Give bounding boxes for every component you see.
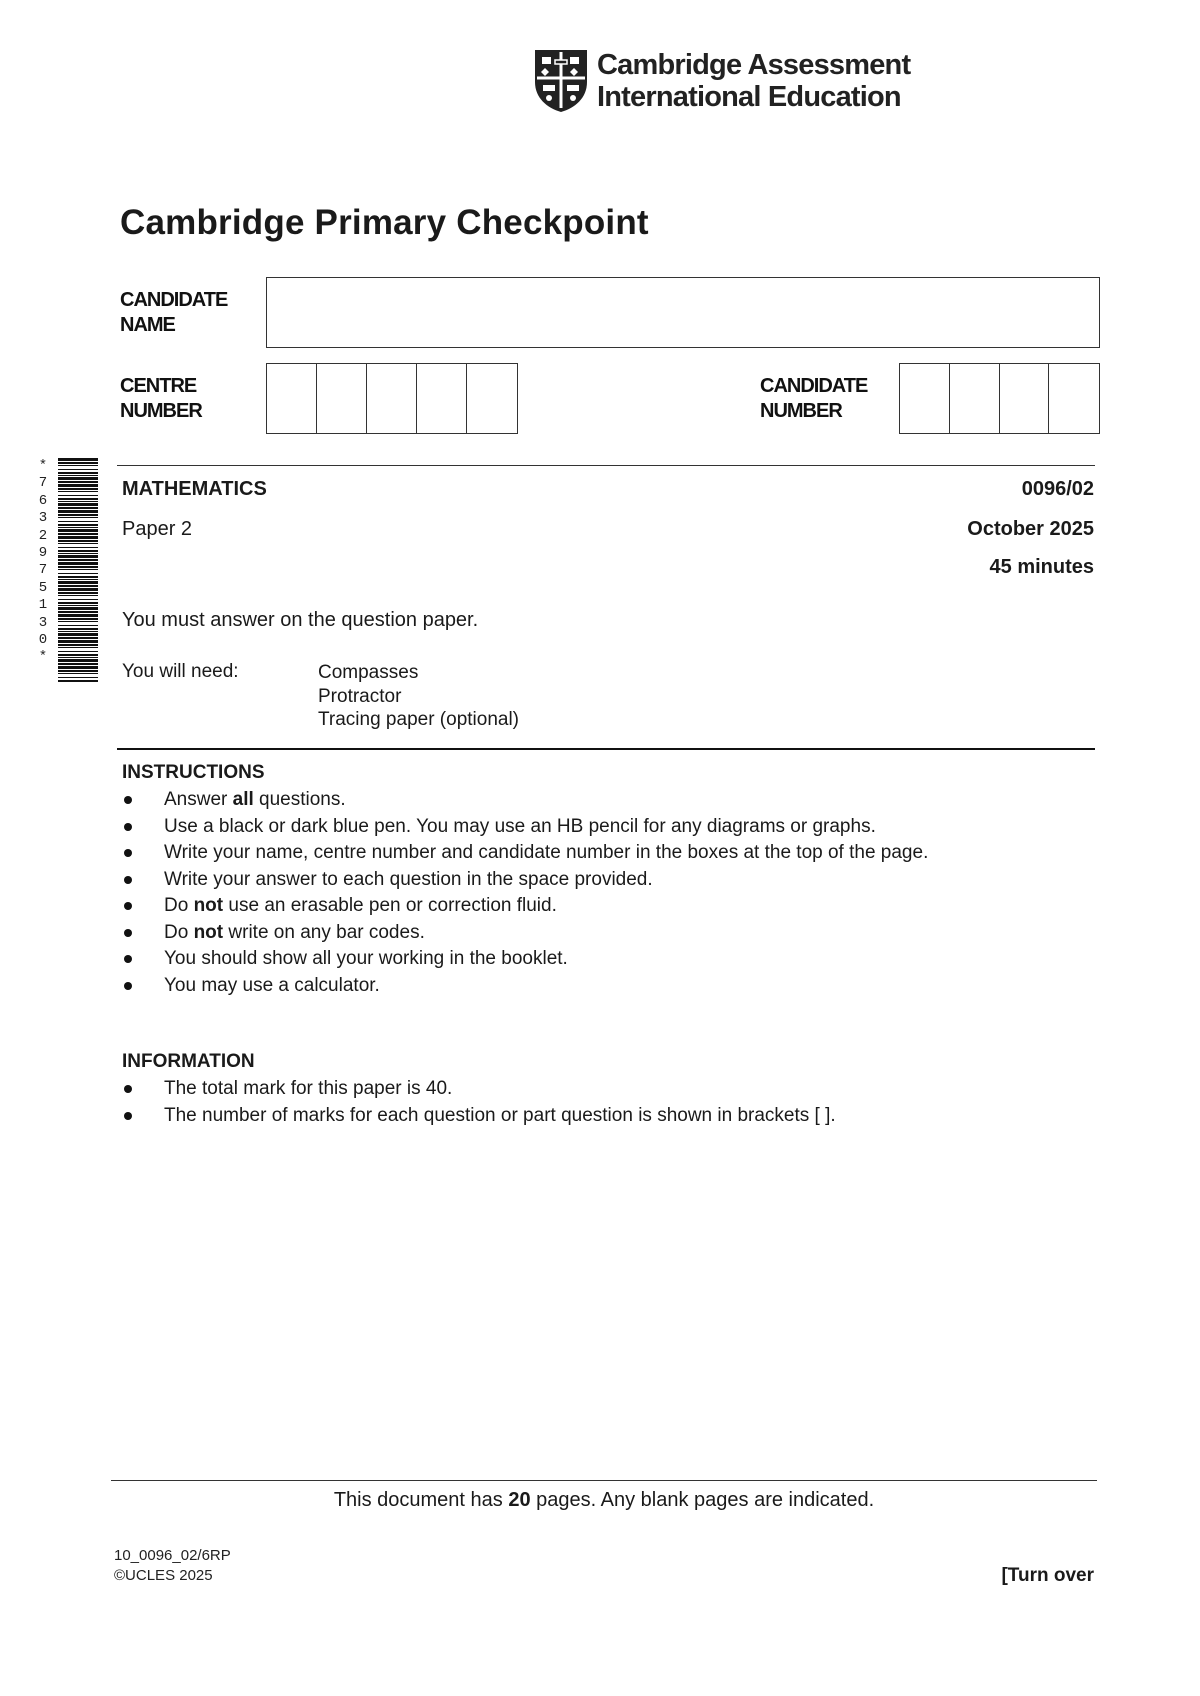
exam-session: October 2025: [967, 518, 1094, 540]
centre-number-cell[interactable]: [467, 364, 517, 433]
barcode-bar: [58, 566, 98, 568]
barcode-bar: [58, 527, 98, 528]
instructions-list: [122, 787, 1112, 999]
barcode-bar: [58, 599, 98, 600]
barcode-bar: [58, 553, 98, 554]
barcode-bar: [58, 495, 98, 496]
list-item: Do not use an erasable pen or correction fluid.: [122, 893, 1112, 920]
bullet-icon: [124, 1112, 132, 1120]
barcode-bar: [58, 510, 98, 513]
barcode-bar: [58, 569, 98, 570]
barcode-number: * 7 6 3 2 9 7 5 1 3 0 *: [38, 458, 48, 666]
barcode-bar: [58, 573, 98, 574]
candidate-number-cell[interactable]: [1000, 364, 1050, 433]
barcode-bar: [58, 576, 98, 578]
barcode-bar: [58, 517, 98, 518]
barcode-bar: [58, 602, 98, 604]
equipment-item: Protractor: [318, 685, 402, 707]
barcode-bar: [58, 524, 98, 526]
subject-name: MATHEMATICS: [122, 478, 267, 500]
barcode-bar: [58, 657, 98, 658]
centre-number-label: CENTRE NUMBER: [120, 375, 202, 422]
logo-line-2: International Education: [597, 81, 901, 113]
barcode-bar: [58, 588, 98, 591]
centre-number-cell[interactable]: [367, 364, 417, 433]
list-item: Write your name, centre number and candidate number in the boxes at the top of the page.: [122, 840, 1112, 867]
divider-middle: [117, 748, 1095, 750]
barcode-bar: [58, 514, 98, 516]
turn-over: [Turn over: [1001, 1565, 1094, 1586]
bullet-icon: [124, 982, 132, 990]
barcode-bar: [58, 633, 98, 636]
barcode-bar: [58, 529, 98, 532]
barcode-bar: [58, 625, 98, 626]
barcode-bar: [58, 533, 98, 535]
barcode-bar: [58, 654, 98, 656]
barcode-bar: [58, 469, 98, 470]
barcode-bar: [58, 647, 98, 648]
bullet-icon: [124, 1085, 132, 1093]
barcode-bar: [58, 555, 98, 558]
barcode-bar: [58, 562, 98, 565]
copyright: ©UCLES 2025: [114, 1567, 213, 1584]
barcode-bar: [58, 595, 98, 596]
centre-number-cell[interactable]: [317, 364, 367, 433]
candidate-name-label: CANDIDATE NAME: [120, 289, 228, 336]
you-will-need-label: You will need:: [122, 661, 239, 682]
barcode-bar: [58, 631, 98, 632]
barcode-bar: [58, 611, 98, 613]
barcode-bar: [58, 462, 98, 464]
exam-duration: 45 minutes: [989, 556, 1094, 578]
page-count-note: This document has 20 pages. Any blank pages are indicated.: [333, 1489, 875, 1511]
bullet-icon: [124, 796, 132, 804]
barcode-bar: [58, 628, 98, 630]
equipment-item: Compasses: [318, 662, 419, 683]
list-item: The number of marks for each question or part question is shown in brackets [ ].: [122, 1103, 1112, 1130]
barcode-bar: [58, 621, 98, 622]
barcode-bar: [58, 550, 98, 552]
barcode-bar: [58, 666, 98, 669]
equipment-list: [318, 661, 519, 732]
candidate-number-boxes[interactable]: [899, 363, 1100, 434]
information-list: [122, 1076, 1112, 1129]
list-item: You should show all your working in the booklet.: [122, 946, 1112, 973]
centre-number-boxes[interactable]: [266, 363, 518, 434]
barcode-bar: [58, 543, 98, 544]
bullet-icon: [124, 849, 132, 857]
barcode-bar: [58, 503, 98, 506]
candidate-number-cell[interactable]: [900, 364, 950, 433]
centre-number-cell[interactable]: [267, 364, 317, 433]
barcode-bar: [58, 475, 98, 476]
divider-top: [117, 465, 1095, 466]
list-item: Answer all questions.: [122, 787, 1112, 814]
barcode-bar: [58, 547, 98, 548]
list-item: Write your answer to each question in the space provided.: [122, 867, 1112, 894]
barcode-bar: [58, 670, 98, 672]
syllabus-code: 0096/02: [1021, 478, 1094, 500]
answer-note: You must answer on the question paper.: [122, 609, 479, 631]
barcode-bar: [58, 607, 98, 610]
barcode-bar: [58, 592, 98, 594]
information-heading: INFORMATION: [122, 1051, 255, 1072]
barcode-bar: [58, 677, 98, 678]
barcode-bar: [58, 614, 98, 617]
barcode-bar: [58, 536, 98, 539]
bullet-icon: [124, 876, 132, 884]
cambridge-logo: [533, 48, 910, 114]
paper-number: Paper 2: [122, 518, 193, 540]
barcode-bar: [58, 501, 98, 502]
barcode-bar: [58, 507, 98, 509]
candidate-number-label: CANDIDATE NUMBER: [760, 375, 868, 422]
barcode-bar: [58, 637, 98, 639]
instructions-heading: INSTRUCTIONS: [122, 762, 265, 783]
barcode-bar: [58, 663, 98, 665]
centre-number-cell[interactable]: [417, 364, 467, 433]
barcode-bar: [58, 579, 98, 580]
barcode-bar: [58, 540, 98, 542]
barcode-bar: [58, 559, 98, 561]
barcode-bar: [58, 644, 98, 646]
bullet-icon: [124, 823, 132, 831]
bullet-icon: [124, 929, 132, 937]
barcode-bar: [58, 581, 98, 584]
barcode-bar: [58, 585, 98, 587]
candidate-name-field[interactable]: [266, 277, 1100, 348]
list-item: You may use a calculator.: [122, 973, 1112, 1000]
barcode-bar: [58, 673, 98, 674]
equipment-item: Tracing paper (optional): [318, 709, 520, 730]
list-item: Use a black or dark blue pen. You may use an HB pencil for any diagrams or graphs.: [122, 814, 1112, 841]
barcode-bar: [58, 488, 98, 490]
document-reference: [114, 1546, 231, 1586]
barcode-bar: [58, 659, 98, 662]
barcode: [58, 458, 98, 684]
barcode-bar: [58, 491, 98, 492]
bullet-icon: [124, 902, 132, 910]
list-item: Do not write on any bar codes.: [122, 920, 1112, 947]
list-item: The total mark for this paper is 40.: [122, 1076, 1112, 1103]
barcode-bar: [58, 498, 98, 500]
candidate-number-cell[interactable]: [1049, 364, 1099, 433]
barcode-bar: [58, 640, 98, 643]
barcode-bar: [58, 477, 98, 480]
divider-footer: [111, 1480, 1097, 1481]
barcode-bar: [58, 458, 98, 461]
barcode-bar: [58, 680, 98, 682]
barcode-bar: [58, 651, 98, 652]
paper-reference: 10_0096_02/6RP: [114, 1547, 231, 1564]
barcode-bar: [58, 605, 98, 606]
barcode-bar: [58, 465, 98, 466]
barcode-bar: [58, 472, 98, 474]
bullet-icon: [124, 955, 132, 963]
logo-line-1: Cambridge Assessment: [597, 49, 911, 81]
barcode-bar: [58, 618, 98, 620]
page-title: Cambridge Primary Checkpoint: [120, 203, 649, 242]
candidate-number-cell[interactable]: [950, 364, 1000, 433]
barcode-bar: [58, 481, 98, 483]
barcode-bar: [58, 521, 98, 522]
cambridge-shield-icon: [533, 48, 589, 114]
barcode-bar: [58, 484, 98, 487]
